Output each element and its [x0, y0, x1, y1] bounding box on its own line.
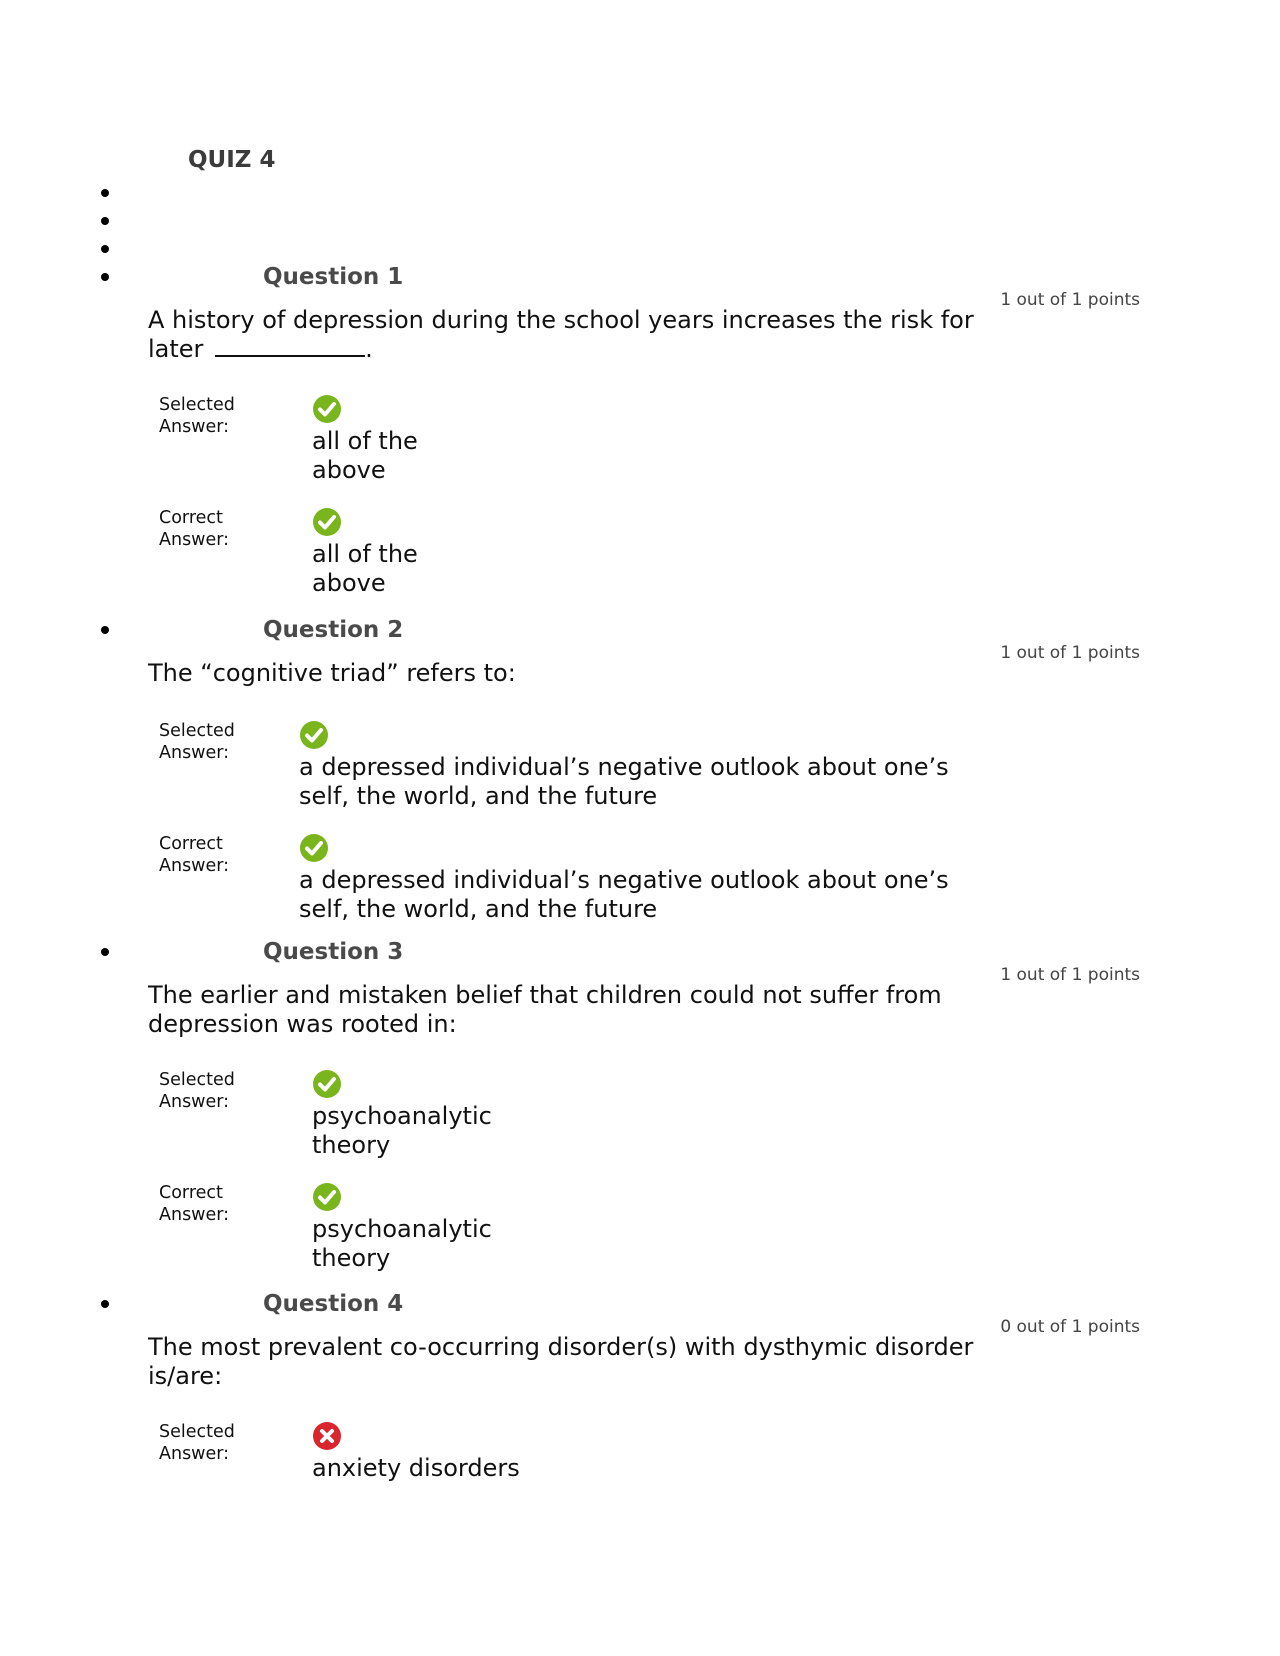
correct-answer-text: psychoanalytic theory	[312, 1215, 492, 1272]
correct-answer-text: a depressed individual’s negative outlook about one’s self, the world, and the future	[299, 866, 949, 923]
question-bullet	[101, 626, 109, 634]
label-line: Correct	[159, 834, 223, 854]
correct-check-icon	[299, 833, 329, 863]
label-line: Answer:	[159, 530, 230, 550]
correct-check-icon	[299, 720, 329, 750]
selected-answer-text: a depressed individual’s negative outlook about one’s self, the world, and the future	[299, 753, 949, 810]
incorrect-x-icon	[312, 1421, 342, 1451]
selected-answer-label	[159, 394, 269, 438]
correct-check-icon	[312, 1069, 342, 1099]
empty-list-bullet	[101, 217, 109, 225]
question-text: The earlier and mistaken belief that children could not suffer from depression was rooted in:	[148, 981, 942, 1038]
empty-list-bullet	[101, 189, 109, 197]
question-heading: Question 4	[263, 1291, 404, 1317]
question-text-part: A history of depression during the school years increases the risk for later	[148, 306, 974, 363]
label-line: Correct	[159, 1183, 223, 1203]
label-line: Selected	[159, 395, 235, 415]
label-line: Answer:	[159, 417, 230, 437]
correct-check-icon	[312, 394, 342, 424]
question-heading: Question 1	[263, 264, 404, 290]
correct-answer-label	[159, 833, 269, 877]
label-line: Answer:	[159, 743, 230, 763]
question-bullet	[101, 948, 109, 956]
label-line: Selected	[159, 721, 235, 741]
question-heading: Question 3	[263, 939, 404, 965]
question-text: The “cognitive triad” refers to:	[148, 659, 516, 687]
label-line: Selected	[159, 1422, 235, 1442]
selected-answer-text: anxiety disorders	[312, 1454, 520, 1482]
label-line: Selected	[159, 1070, 235, 1090]
selected-answer-label	[159, 1421, 269, 1465]
label-line: Correct	[159, 508, 223, 528]
selected-answer-label	[159, 1069, 269, 1113]
question-points: 1 out of 1 points	[1000, 965, 1140, 985]
question-points: 0 out of 1 points	[1000, 1317, 1140, 1337]
correct-check-icon	[312, 507, 342, 537]
correct-answer-text: all of the above	[312, 540, 418, 597]
page-title: QUIZ 4	[188, 147, 276, 173]
correct-answer-label	[159, 507, 269, 551]
selected-answer-text: all of the above	[312, 427, 418, 484]
empty-list-bullet	[101, 245, 109, 253]
fill-in-blank	[215, 335, 365, 357]
question-points: 1 out of 1 points	[1000, 643, 1140, 663]
correct-answer-label	[159, 1182, 269, 1226]
question-bullet	[101, 273, 109, 281]
correct-check-icon	[312, 1182, 342, 1212]
label-line: Answer:	[159, 1205, 230, 1225]
selected-answer-label	[159, 720, 269, 764]
question-text: The most prevalent co-occurring disorder(s) with dysthymic disorder is/are:	[148, 1333, 974, 1390]
question-text	[148, 306, 978, 364]
label-line: Answer:	[159, 1092, 230, 1112]
question-points: 1 out of 1 points	[1000, 290, 1140, 310]
selected-answer-text: psychoanalytic theory	[312, 1102, 492, 1159]
question-bullet	[101, 1300, 109, 1308]
label-line: Answer:	[159, 1444, 230, 1464]
question-heading: Question 2	[263, 617, 404, 643]
question-text-end: .	[365, 335, 373, 363]
label-line: Answer:	[159, 856, 230, 876]
